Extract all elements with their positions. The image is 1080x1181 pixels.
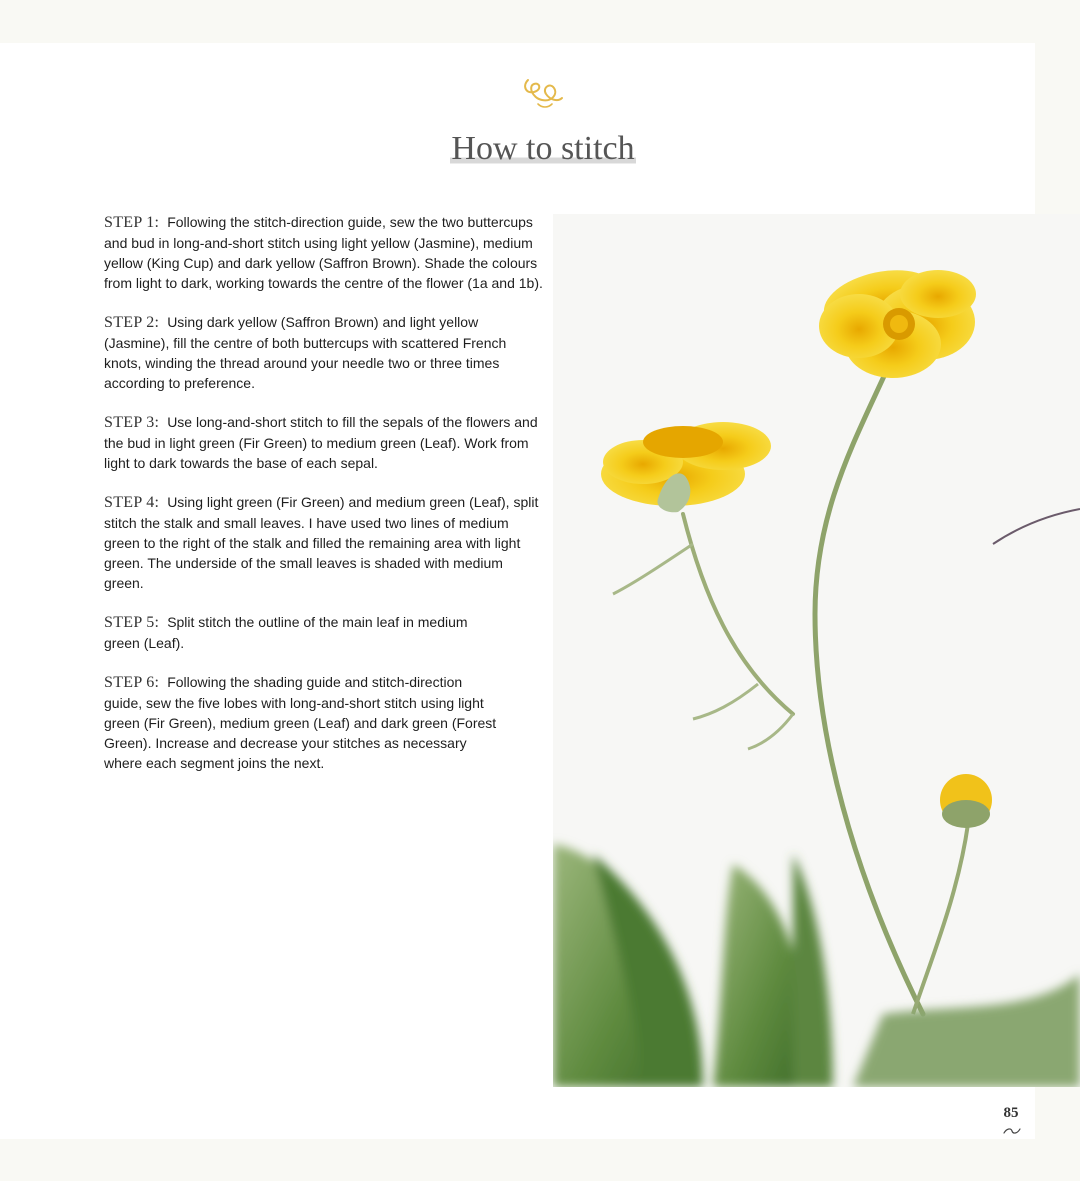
step-label: STEP 3: [104,414,160,431]
step-2 [104,312,544,393]
step-text: Using dark yellow (Saffron Brown) and light yellow (Jasmine), fill the centre of both buttercups with scattered French knots, winding the thread around your needle two or three times according to preference. [104,314,507,391]
flourish-ornament-icon [518,72,568,112]
page-number: 85 [1003,1105,1019,1121]
step-label: STEP 5: [104,614,160,631]
step-text: Using light green (Fir Green) and medium green (Leaf), split stitch the stalk and small leaves. I have used two lines of medium green to the right of the stalk and filled the remaining area with light green. The underside of the small leaves is shaded with medium green. [104,494,539,591]
step-text: Following the shading guide and stitch-direction guide, sew the five lobes with long-and-short stitch using light green (Fir Green), medium green (Leaf) and dark green (Forest Green). Increase and decrease your stitches as necessary where each segment joins the next. [104,674,497,771]
step-label: STEP 2: [104,314,160,331]
buttercup-bud [940,774,992,828]
step-5 [104,612,474,653]
step-3 [104,412,544,473]
step-label: STEP 4: [104,494,160,511]
step-text: Following the stitch-direction guide, sew the two buttercups and bud in long-and-short stitch using light yellow (Jasmine), medium yellow (King Cup) and dark yellow (Saffron Brown). Shade the colours from light to dark, working towards the centre of the flower (1a and 1b). [104,214,543,291]
swirl-icon [1002,1126,1022,1136]
step-text: Split stitch the outline of the main leaf in medium green (Leaf). [104,614,468,651]
step-label: STEP 6: [104,674,160,691]
steps-list [104,212,544,792]
step-label: STEP 1: [104,214,160,231]
page-title: How to stitch [451,130,635,167]
step-6 [104,672,504,773]
buttercup-embroidery-photo [553,214,1080,1087]
step-text: Use long-and-short stitch to fill the sepals of the flowers and the bud in light green (Fir Green) to medium green (Leaf). Work from light to dark towards the base of each sepal. [104,414,538,471]
step-4 [104,492,544,593]
step-1 [104,212,544,293]
